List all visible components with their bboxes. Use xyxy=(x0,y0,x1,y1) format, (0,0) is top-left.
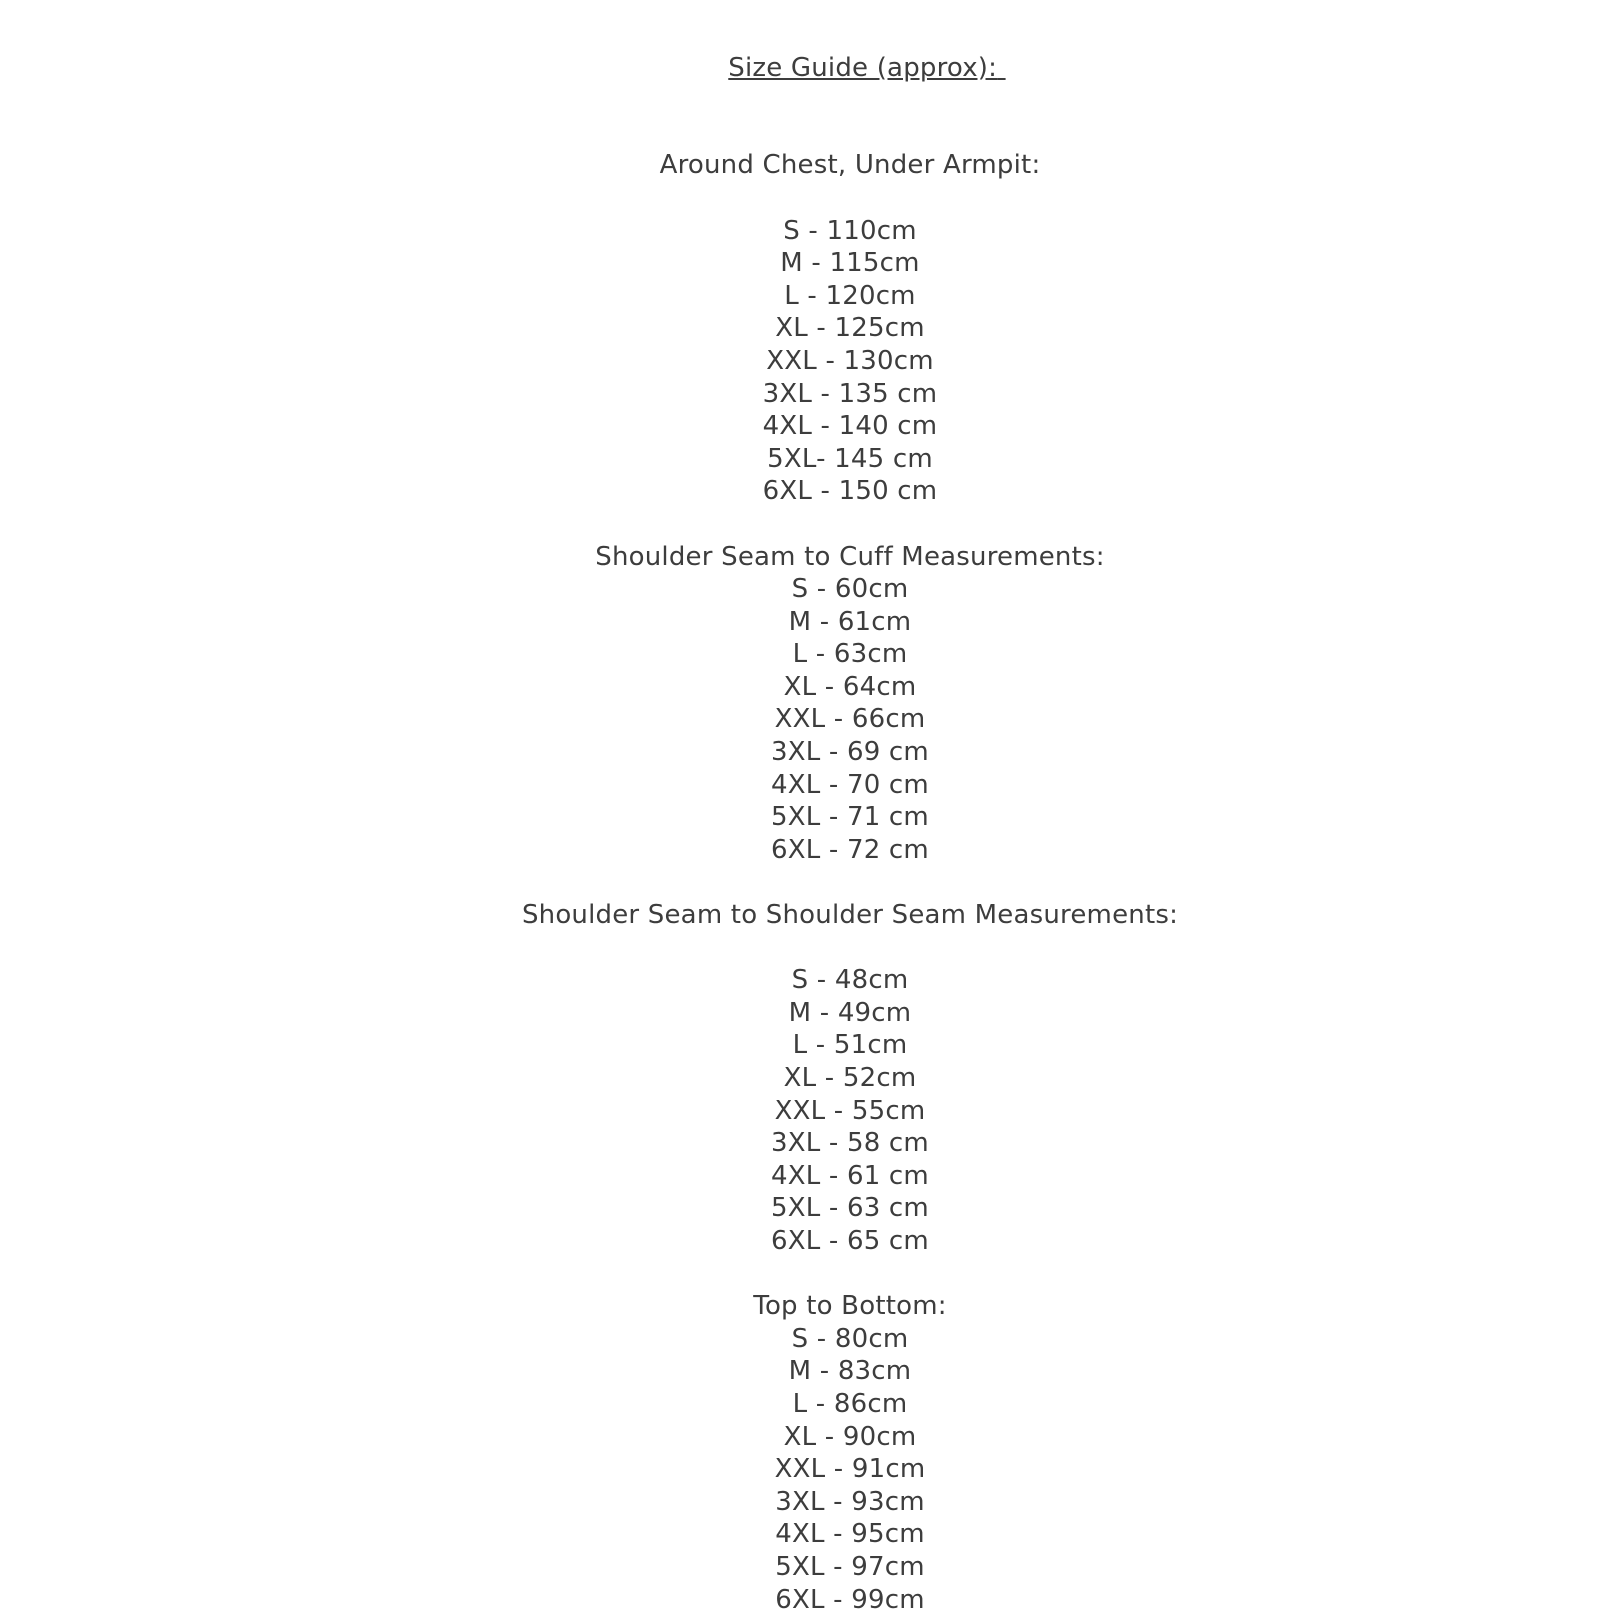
size-measurement-item: XL - 52cm xyxy=(100,1062,1600,1095)
size-measurement-item: 6XL - 65 cm xyxy=(100,1225,1600,1258)
section-header: Shoulder Seam to Cuff Measurements: xyxy=(100,541,1600,574)
spacer xyxy=(100,508,1600,541)
size-measurement-item: 6XL - 72 cm xyxy=(100,834,1600,867)
section-header: Around Chest, Under Armpit: xyxy=(100,149,1600,182)
size-measurement-item: S - 110cm xyxy=(100,215,1600,248)
spacer xyxy=(100,1258,1600,1291)
size-measurement-item: XL - 90cm xyxy=(100,1421,1600,1454)
size-measurement-item: M - 61cm xyxy=(100,606,1600,639)
size-measurement-item: 6XL - 99cm xyxy=(100,1584,1600,1616)
size-measurement-item: XXL - 55cm xyxy=(100,1095,1600,1128)
section-items xyxy=(100,573,1600,866)
spacer xyxy=(100,117,1600,150)
size-measurement-item: 4XL - 140 cm xyxy=(100,410,1600,443)
size-measurement-item: M - 115cm xyxy=(100,247,1600,280)
size-measurement-item: XL - 125cm xyxy=(100,312,1600,345)
size-measurement-item: 5XL - 63 cm xyxy=(100,1192,1600,1225)
section-around-chest xyxy=(100,149,1600,508)
size-measurement-item: 5XL - 71 cm xyxy=(100,801,1600,834)
section-items xyxy=(100,964,1600,1257)
size-measurement-item: 4XL - 61 cm xyxy=(100,1160,1600,1193)
size-measurement-item: XXL - 91cm xyxy=(100,1453,1600,1486)
size-measurement-item: 5XL - 97cm xyxy=(100,1551,1600,1584)
size-measurement-item: 3XL - 69 cm xyxy=(100,736,1600,769)
size-measurement-item: 4XL - 95cm xyxy=(100,1518,1600,1551)
size-measurement-item: XXL - 130cm xyxy=(100,345,1600,378)
section-items xyxy=(100,1323,1600,1616)
size-measurement-item: M - 49cm xyxy=(100,997,1600,1030)
size-measurement-item: 4XL - 70 cm xyxy=(100,769,1600,802)
size-measurement-item: L - 63cm xyxy=(100,638,1600,671)
section-header: Shoulder Seam to Shoulder Seam Measurements: xyxy=(100,899,1600,932)
section-header: Top to Bottom: xyxy=(100,1290,1600,1323)
size-measurement-item: XL - 64cm xyxy=(100,671,1600,704)
size-measurement-item: L - 86cm xyxy=(100,1388,1600,1421)
spacer xyxy=(100,866,1600,899)
section-top-to-bottom xyxy=(100,1290,1600,1616)
size-measurement-item: S - 80cm xyxy=(100,1323,1600,1356)
size-measurement-item: 3XL - 93cm xyxy=(100,1486,1600,1519)
size-measurement-item: XXL - 66cm xyxy=(100,703,1600,736)
section-shoulder-to-cuff xyxy=(100,541,1600,867)
size-measurement-item: L - 120cm xyxy=(100,280,1600,313)
size-measurement-item: 6XL - 150 cm xyxy=(100,475,1600,508)
size-measurement-item: 3XL - 135 cm xyxy=(100,378,1600,411)
size-measurement-item: S - 60cm xyxy=(100,573,1600,606)
size-guide-title xyxy=(100,19,1600,117)
size-measurement-item: 5XL- 145 cm xyxy=(100,443,1600,476)
section-shoulder-to-shoulder xyxy=(100,899,1600,1258)
size-measurement-item: 3XL - 58 cm xyxy=(100,1127,1600,1160)
spacer xyxy=(100,932,1600,965)
size-measurement-item: L - 51cm xyxy=(100,1029,1600,1062)
size-guide-title-text: Size Guide (approx): xyxy=(728,53,1005,83)
section-items xyxy=(100,215,1600,508)
size-measurement-item: M - 83cm xyxy=(100,1355,1600,1388)
spacer xyxy=(100,182,1600,215)
size-measurement-item: S - 48cm xyxy=(100,964,1600,997)
